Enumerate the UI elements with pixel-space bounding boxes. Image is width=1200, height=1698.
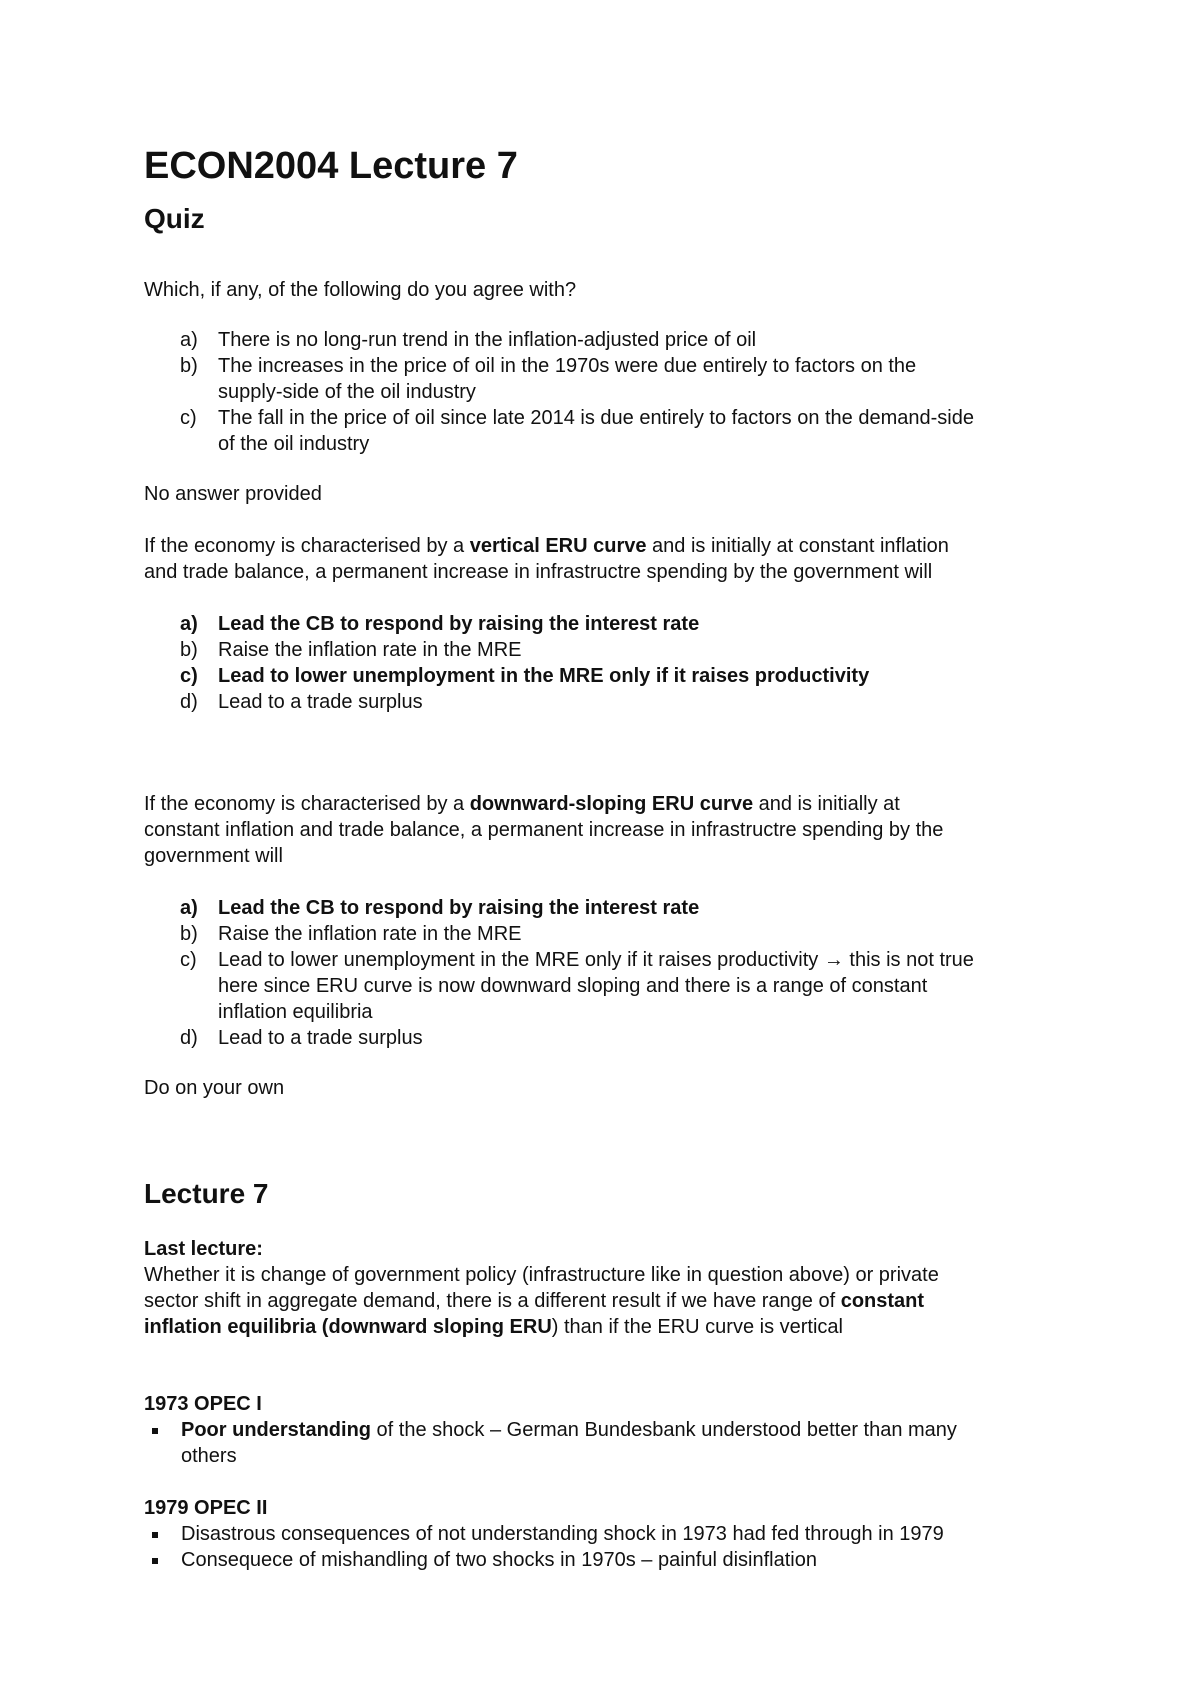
option-text-part: Lead to lower unemployment in the MRE only if it raises productivity	[218, 949, 824, 971]
option-b	[180, 637, 1080, 663]
option-marker: a)	[180, 613, 198, 635]
option-c	[180, 947, 1080, 1025]
question-line-2: constant inflation and trade balance, a permanent increase in infrastructre spending by the	[144, 819, 944, 841]
option-marker: c)	[180, 949, 197, 971]
opec-1-list	[144, 1417, 1079, 1469]
question-line-1	[144, 533, 1079, 559]
option-marker: d)	[180, 691, 198, 713]
option-marker: c)	[180, 665, 198, 687]
text-part: of the shock – German Bundesbank understood better than many	[371, 1419, 957, 1441]
quiz-question-1	[144, 277, 1079, 303]
option-a	[180, 611, 1080, 637]
last-lecture-section	[144, 1236, 1079, 1340]
option-marker: d)	[180, 1027, 198, 1049]
option-b	[180, 353, 1080, 405]
quiz-question-2-options	[180, 611, 1080, 715]
option-marker: c)	[180, 407, 197, 429]
quiz-question-3-options	[180, 895, 1080, 1051]
option-text: Lead to a trade surplus	[218, 1027, 423, 1049]
option-text: Lead to a trade surplus	[218, 691, 423, 713]
lecture-heading: Lecture 7	[144, 1178, 269, 1209]
question-text: If the economy is characterised by a	[144, 535, 470, 557]
question-text: If the economy is characterised by a	[144, 793, 470, 815]
option-b	[180, 921, 1080, 947]
option-text	[218, 947, 1080, 973]
section-label: Last lecture:	[144, 1238, 263, 1260]
quiz-question-3	[144, 791, 1079, 869]
option-d	[180, 1025, 1080, 1051]
quiz-question-1-options	[180, 327, 1080, 457]
text-part: ) than if the ERU curve is vertical	[551, 1316, 843, 1338]
section-heading-text: 1979 OPEC II	[144, 1497, 268, 1519]
option-text: Raise the inflation rate in the MRE	[218, 639, 522, 661]
option-text-continued: here since ERU curve is now downward sloping and there is a range of constant	[218, 975, 928, 997]
question-emphasis: downward-sloping ERU curve	[469, 793, 754, 815]
square-bullet-icon	[152, 1532, 158, 1538]
option-text: The fall in the price of oil since late 2014 is due entirely to factors on the demand-side	[218, 407, 974, 429]
question-text: Which, if any, of the following do you agree with?	[144, 279, 577, 301]
option-text-part: this is not true	[843, 949, 974, 971]
option-d	[180, 689, 1080, 715]
option-text: Lead the CB to respond by raising the interest rate	[218, 897, 700, 919]
list-item	[144, 1417, 1079, 1469]
option-text: There is no long-run trend in the inflation-adjusted price of oil	[218, 329, 757, 351]
quiz-heading: Quiz	[144, 203, 205, 234]
question-emphasis: vertical ERU curve	[469, 535, 647, 557]
text-emphasis: Poor understanding	[181, 1419, 371, 1441]
text-emphasis: constant	[840, 1290, 925, 1312]
quiz-question-1-note	[144, 481, 1079, 507]
opec-2-list	[144, 1521, 1079, 1573]
option-text: Lead the CB to respond by raising the interest rate	[218, 613, 700, 635]
option-marker: a)	[180, 329, 198, 351]
square-bullet-icon	[152, 1558, 158, 1564]
list-item-line-2: others	[181, 1445, 237, 1467]
note-text: No answer provided	[144, 483, 322, 505]
quiz-question-2	[144, 533, 1079, 585]
option-a	[180, 327, 1080, 353]
option-a	[180, 895, 1080, 921]
option-marker: b)	[180, 639, 198, 661]
option-text: Raise the inflation rate in the MRE	[218, 923, 522, 945]
question-text: and is initially at constant inflation	[646, 535, 949, 557]
arrow-right-icon: →	[823, 949, 844, 971]
option-text: Lead to lower unemployment in the MRE only if it raises productivity	[218, 665, 870, 687]
note-text: Do on your own	[144, 1077, 285, 1099]
question-line-1	[144, 791, 1079, 817]
option-marker: b)	[180, 355, 198, 377]
question-text: and is initially at	[753, 793, 900, 815]
option-text: The increases in the price of oil in the 1970s were due entirely to factors on the	[218, 355, 917, 377]
section-label	[144, 1495, 1079, 1521]
last-lecture-label	[144, 1236, 1079, 1262]
opec-2-heading	[144, 1495, 1079, 1521]
last-lecture-line-2	[144, 1288, 1079, 1314]
option-text-continued: supply-side of the oil industry	[218, 381, 476, 403]
list-item	[144, 1547, 1079, 1573]
text-emphasis: inflation equilibria (downward sloping ERU	[144, 1316, 552, 1338]
question-line-2: and trade balance, a permanent increase in infrastructre spending by the government will	[144, 561, 933, 583]
section-heading-text: 1973 OPEC I	[144, 1393, 262, 1415]
last-lecture-line-3	[144, 1314, 1079, 1340]
square-bullet-icon	[152, 1428, 158, 1434]
document-title: ECON2004 Lecture 7	[144, 145, 518, 187]
last-lecture-line-1: Whether it is change of government policy (infrastructure like in question above) or private	[144, 1264, 939, 1286]
option-c	[180, 663, 1080, 689]
option-text-continued: of the oil industry	[218, 433, 370, 455]
list-item-text: Disastrous consequences of not understanding shock in 1973 had fed through in 1979	[181, 1523, 944, 1545]
quiz-question-3-note	[144, 1075, 1079, 1101]
opec-1-heading	[144, 1391, 1079, 1417]
option-c	[180, 405, 1080, 457]
list-item	[144, 1521, 1079, 1547]
question-line-3: government will	[144, 845, 283, 867]
text-part: sector shift in aggregate demand, there is a different result if we have range of	[144, 1290, 841, 1312]
option-marker: a)	[180, 897, 198, 919]
list-item-text: Consequece of mishandling of two shocks in 1970s – painful disinflation	[181, 1549, 817, 1571]
section-label	[144, 1391, 1079, 1417]
option-text-continued: inflation equilibria	[218, 1001, 373, 1023]
list-item-line-1	[181, 1417, 1079, 1443]
option-marker: b)	[180, 923, 198, 945]
